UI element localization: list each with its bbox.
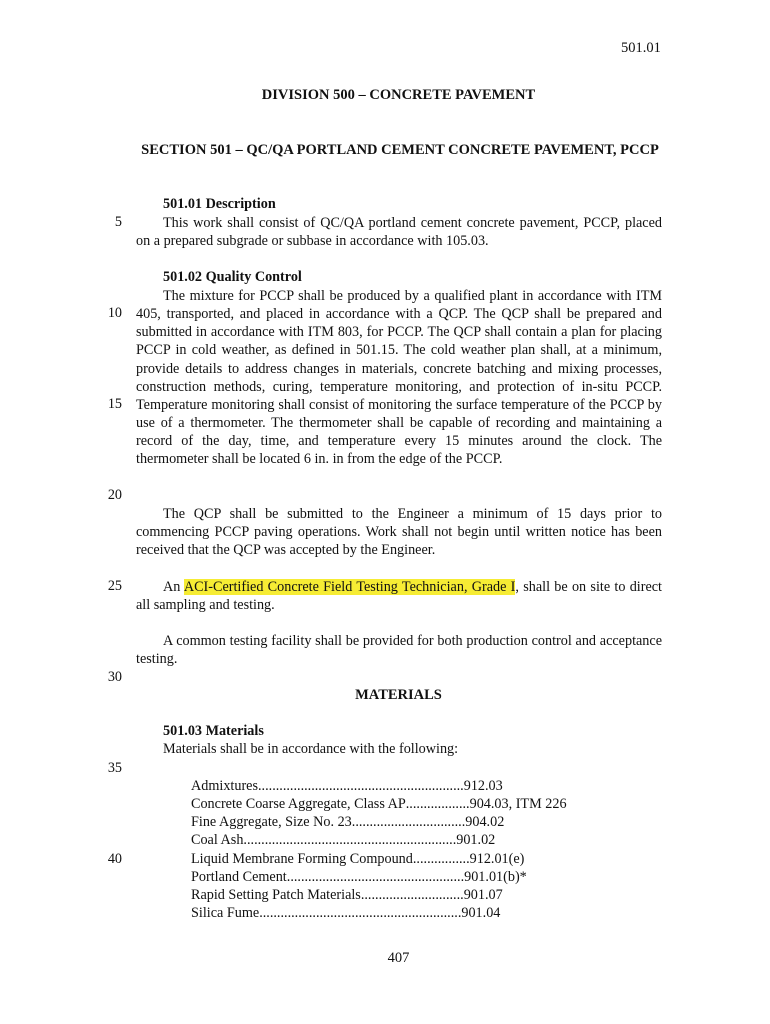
material-name: Fine Aggregate, Size No. 23 (191, 814, 352, 831)
leader-dots: .................. (405, 796, 470, 813)
material-name: Silica Fume (191, 905, 260, 922)
paragraph-text: The mixture for PCCP shall be produced by a qualified plant in accordance with ITM 405, transported, and placed in accordance with a QCP. The QCP shall be prepared and submitted in accordance with ITM 803, for PCCP. The QCP shall contain a plan for placing PCCP in cold weather, as defined in 501.15. The cold weather plan shall, at a minimum, provide details to address changes in materials, concrete batching and mixing processes, construction methods, curing, temperature monitoring, and protection of in-situ PCCP. Temperature monitoring shall consist of monitoring the surface temperature of the PCCP by use of a thermometer. The thermometer shall be capable of recording and maintaining a record of the day, time, and temperature every 15 minutes around the clock. The thermometer shall be located 6 in. in from the edge of the PCCP. (136, 288, 662, 468)
paragraph-text: This work shall consist of QC/QA portland cement concrete pavement, PCCP, placed on a prepared subgrade or subbase in accordance with 105.03. (136, 215, 662, 250)
line-number: 20 (107, 487, 122, 503)
paragraph-text: The QCP shall be submitted to the Engineer a minimum of 15 days prior to commencing PCCP paving operations. Work shall not begin until written notice has been received that the QCP was accepted by the Engineer. (136, 506, 662, 559)
leader-dots: ................................ (351, 814, 466, 831)
page-ref-header: 501.01 (621, 40, 661, 56)
list-item (191, 795, 611, 813)
paragraph-text-pre: An (163, 579, 184, 595)
material-name: Liquid Membrane Forming Compound (191, 850, 413, 867)
material-reference: 901.01(b)* (464, 868, 527, 885)
material-reference: 901.02 (456, 832, 496, 849)
section-title: SECTION 501 – QC/QA PORTLAND CEMENT CONCRETE PAVEMENT, PCCP (141, 142, 659, 158)
material-reference: 904.02 (465, 814, 505, 831)
material-name: Concrete Coarse Aggregate, Class AP (191, 796, 406, 813)
list-item (191, 868, 611, 886)
list-item (191, 831, 611, 849)
leader-dots: ................ (412, 850, 470, 867)
material-reference: 912.01(e) (469, 850, 525, 867)
line-number: 25 (107, 578, 122, 594)
material-name: Coal Ash (191, 832, 244, 849)
material-name: Rapid Setting Patch Materials (191, 886, 361, 903)
leader-dots: .................................................. (286, 868, 465, 885)
material-reference: 912.03 (463, 778, 503, 794)
paragraph-quality-control-1 (136, 287, 662, 469)
line-number: 10 (107, 305, 122, 321)
line-number: 30 (107, 669, 122, 685)
paragraph-quality-control-4 (136, 632, 662, 668)
list-item (191, 777, 611, 795)
list-item (191, 886, 611, 904)
page-number-footer: 407 (387, 950, 410, 966)
line-number: 40 (107, 851, 122, 867)
division-title: DIVISION 500 – CONCRETE PAVEMENT (261, 87, 536, 103)
material-name: Admixtures (191, 778, 258, 794)
leader-dots: ......................................................... (259, 905, 462, 922)
list-item (191, 904, 611, 922)
paragraph-quality-control-2 (136, 505, 662, 559)
paragraph-description (136, 214, 662, 250)
material-reference: 904.03, ITM 226 (469, 796, 567, 813)
leader-dots: ............................. (360, 886, 464, 903)
subsection-heading-501-02: 501.02 Quality Control (163, 269, 302, 285)
material-reference: 901.04 (461, 905, 501, 922)
subsection-heading-501-01: 501.01 Description (163, 196, 276, 212)
line-number: 15 (107, 396, 122, 412)
line-number: 5 (114, 214, 122, 230)
leader-dots: .......................................................... (258, 778, 464, 794)
paragraph-text: A common testing facility shall be provided for both production control and acceptance testing. (136, 633, 662, 668)
material-reference: 901.07 (463, 886, 503, 903)
list-item (191, 813, 611, 831)
paragraph-quality-control-3 (136, 578, 662, 614)
highlighted-text: ACI-Certified Concrete Field Testing Technician, Grade I (183, 579, 516, 595)
subsection-heading-501-03: 501.03 Materials (163, 723, 264, 739)
line-number: 35 (107, 760, 122, 776)
materials-intro: Materials shall be in accordance with the following: (163, 741, 459, 757)
paragraph-text-post: , shall be on site to direct all sampling and testing. (136, 579, 662, 614)
materials-list (191, 777, 611, 922)
leader-dots: ............................................................ (243, 832, 457, 849)
list-item (191, 850, 611, 868)
material-name: Portland Cement (191, 868, 287, 885)
materials-heading: MATERIALS (355, 687, 442, 703)
